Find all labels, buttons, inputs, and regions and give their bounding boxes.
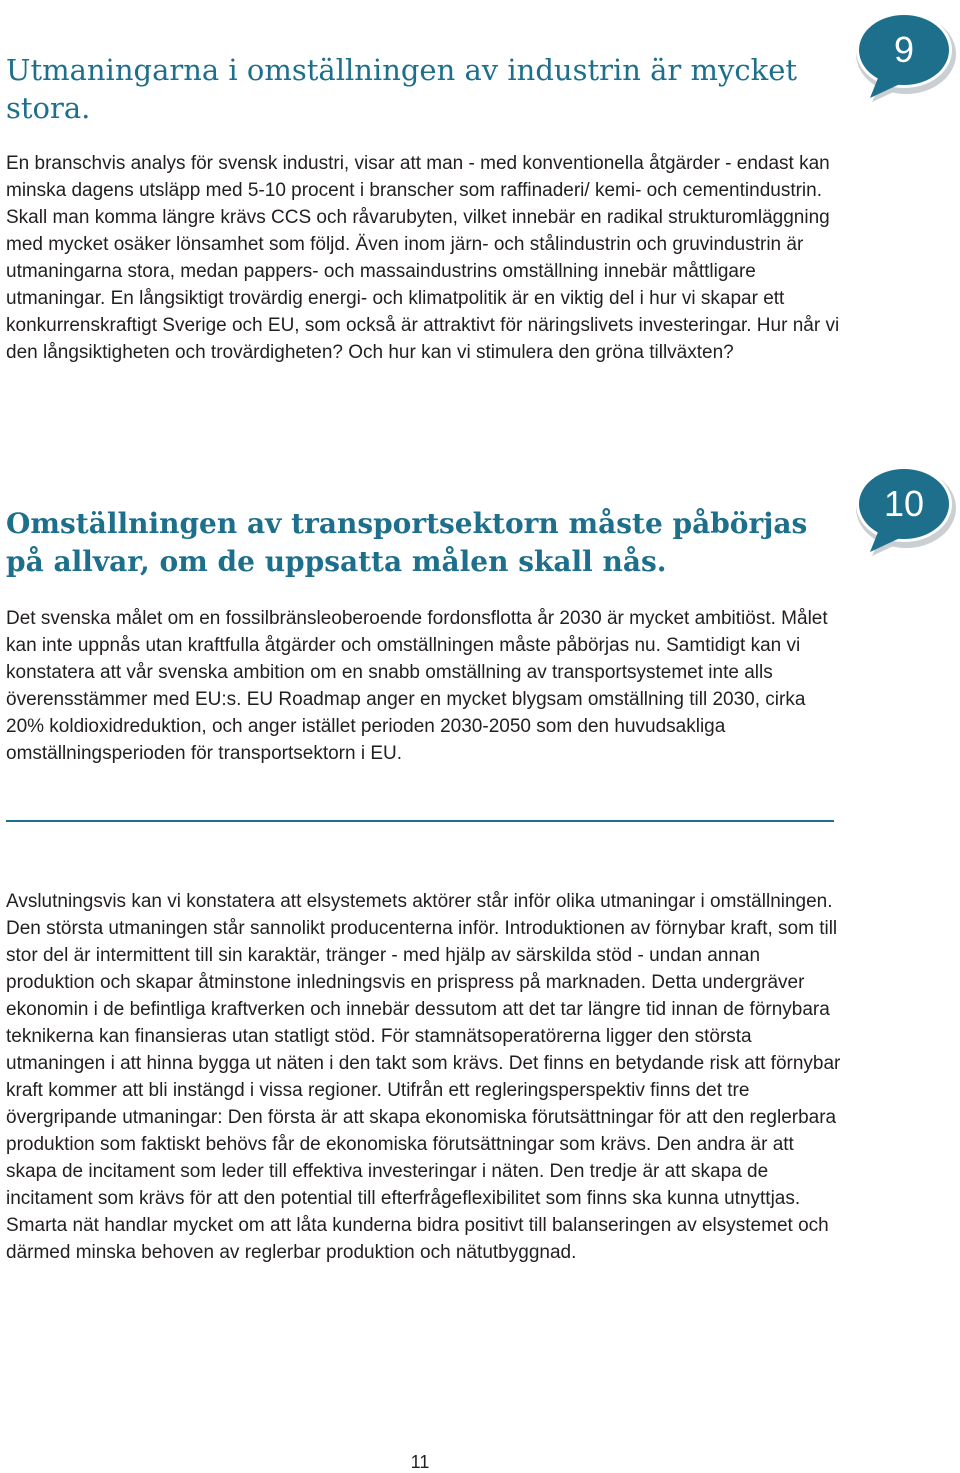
section-divider: [6, 820, 834, 822]
section-number: 10: [883, 483, 925, 524]
page-number: 11: [410, 1452, 430, 1472]
section-body: Det svenska målet om en fossilbränsleoberoende fordonsflotta år 2030 är mycket ambitiöst. Målet kan inte uppnås utan kraftfulla åtgärder och omställningen måste påbörjas nu. Samtidigt kan vi konstatera att vår svenska ambition om en snabb omställning av transportsystemet inte alls överensstämmer med EU:s. EU Roadmap anger en mycket blygsam omställning till 2030, cirka 20% koldioxidreduktion, och anger istället perioden 2030-2050 som den huvudsakliga omställningsperioden för transportsektorn i EU.: [6, 608, 828, 764]
section-number-badge-10: [850, 458, 960, 558]
section-number: 9: [893, 29, 915, 70]
section-heading: Omställningen av transportsektorn måste påbörjas på allvar, om de uppsatta målen skall nås.: [6, 507, 808, 578]
section-number-badge-9: [850, 4, 960, 104]
section-body: En branschvis analys för svensk industri, visar att man - med konventionella åtgärder - endast kan minska dagens utsläpp med 5-10 procent i branscher som raffinaderi/ kemi- och cementindustrin. Skall man komma längre krävs CCS och råvarubyten, vilket innebär en radikal strukturomläggning med mycket osäker lönsamhet som följd. Även inom järn- och stålindustrin och gruvindustrin är utmaningarna stora, medan pappers- och massaindustrins omställning innebär måttligare utmaningar. En långsiktigt trovärdig energi- och klimatpolitik är en viktig del i hur vi skapar ett konkurrenskraftigt Sverige och EU, som också är attraktivt för näringslivets investeringar. Hur når vi den långsiktigheten och trovärdigheten? Och hur kan vi stimulera den gröna tillväxten?: [6, 153, 840, 363]
closing-paragraph: Avslutningsvis kan vi konstatera att elsystemets aktörer står inför olika utmaningar i omställningen. Den största utmaningen står sannolikt producenterna inför. Introduktionen av förnybar kraft, som till stor del är intermittent till sin karaktär, tränger - med hjälp av särskilda stöd - undan annan produktion och skapar åtminstone inledningsvis en prispress på marknaden. Detta undergräver ekonomin i de befintliga kraftverken och innebär dessutom att det tar längre tid innan de förnybara teknikerna kan finansieras utan statligt stöd. För stamnätsoperatörerna ligger den största utmaningen i att hinna bygga ut näten i den takt som krävs. Det finns en betydande risk att förnybar kraft kommer att bli instängd i vissa regioner. Utifrån ett regleringsperspektiv finns det tre övergripande utmaningar: Den första är att skapa ekonomiska förutsättningar för att den reglerbara produktion som faktiskt behövs får de ekonomiska förutsättningar som krävs. Den andra är att skapa de incitament som leder till effektiva investeringar i näten. Den tredje är att skapa de incitament som krävs för att den potential till efterfrågeflexibilitet som finns ska kunna utnyttjas. Smarta nät handlar mycket om att låta kunderna bidra positivt till balanseringen av elsystemet och därmed minska behoven av reglerbar produktion och nätutbyggnad.: [6, 891, 841, 1263]
section-heading: Utmaningarna i omställningen av industrin är mycket stora.: [6, 53, 798, 125]
